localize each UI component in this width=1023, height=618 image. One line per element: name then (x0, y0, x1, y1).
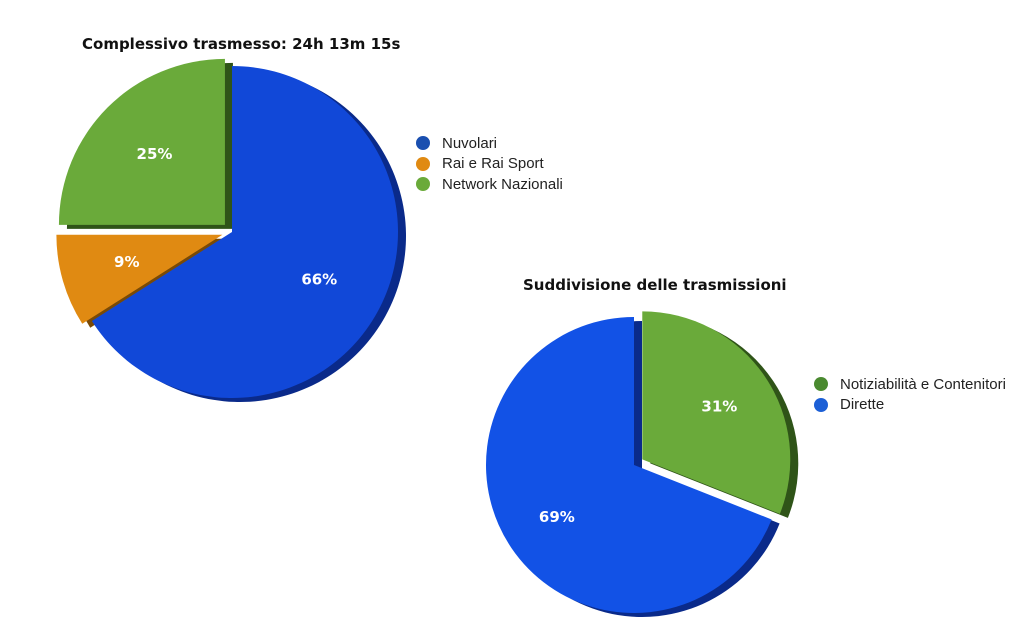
legend-label: Notiziabilità e Contenitori (840, 375, 1006, 393)
legend-label: Network Nazionali (442, 175, 563, 193)
pie-slice-label-network-nazionali: 25% (136, 145, 173, 164)
legend-swatch (814, 398, 828, 412)
legend-item-notiziabilita (814, 374, 1006, 395)
legend-item-dirette (814, 395, 1006, 416)
pie-slice-label-notiziabilita-e-contenitori: 31% (701, 397, 738, 416)
legend-label: Rai e Rai Sport (442, 155, 544, 173)
legend-breakdown (814, 374, 1006, 415)
legend-label: Nuvolari (442, 134, 498, 152)
legend-swatch (814, 377, 828, 391)
pie-slice-label-nuvolari: 66% (301, 270, 338, 289)
chart-title-breakdown: Suddivisione delle trasmissioni (523, 276, 787, 294)
pie-slice-label-dirette: 69% (538, 507, 575, 526)
legend-label: Dirette (840, 396, 885, 414)
pie-slice-label-rai-e-rai-sport: 9% (114, 253, 140, 272)
chart-title-overall: Complessivo trasmesso: 24h 13m 15s (82, 35, 401, 53)
